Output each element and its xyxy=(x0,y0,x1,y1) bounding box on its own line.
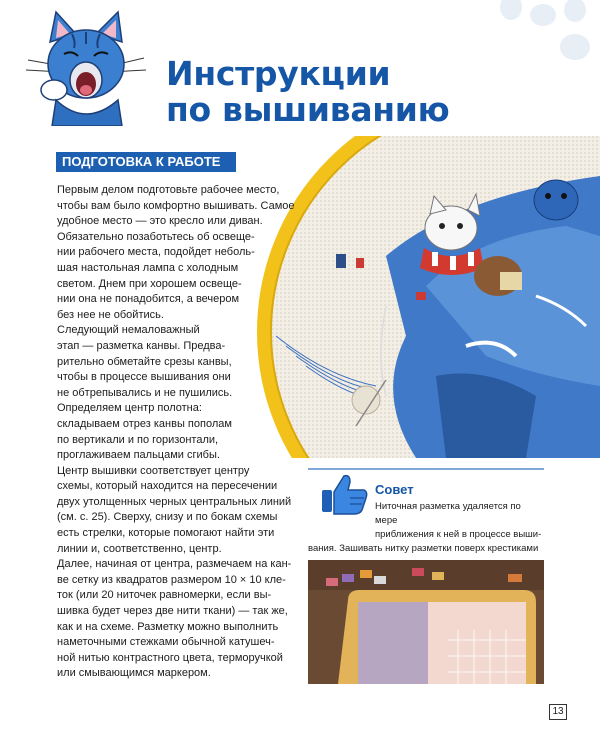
section-heading: ПОДГОТОВКА К РАБОТЕ xyxy=(56,152,292,172)
text-line: ной нитью контрастного цвета, терморучкой xyxy=(57,651,283,664)
page-title-line2: по вышиванию xyxy=(166,90,450,129)
text-line: есть стрелки, которые помогают найти эти xyxy=(57,527,275,540)
text-line: Первым делом подготовьте рабочее место, xyxy=(57,184,280,196)
text-line: ве сетку из квадратов размером 10 × 10 кле- xyxy=(57,573,286,586)
text-line: без нее не обойтись. xyxy=(57,308,164,321)
text-line: Центр вышивки соответствует центру xyxy=(57,464,250,477)
text-line: ток (или 20 ниточек равномерки, если вы- xyxy=(57,589,272,602)
text-line: светом. Днем при хорошем освеще- xyxy=(57,277,242,290)
text-line: не обтрепывались и не пушились. xyxy=(57,386,233,399)
canvas-frame-photo xyxy=(308,560,544,684)
instructions-text xyxy=(57,183,303,682)
text-line: удобное место — это кресло или диван. xyxy=(57,215,263,228)
tip-divider xyxy=(308,468,544,470)
tip-box xyxy=(308,468,544,558)
tip-heading: Совет xyxy=(375,482,414,497)
page-title-line1: Инструкции xyxy=(166,54,391,93)
text-line: нии рабочего места, подойдет неболь- xyxy=(57,246,255,259)
text-line: складываем отрез канвы пополам xyxy=(57,417,232,430)
text-line: схемы, который находится на пересечении xyxy=(57,480,278,493)
text-line: чтобы вам было комфортно вышивать. Самое xyxy=(57,199,295,212)
page-title xyxy=(166,56,449,128)
text-line: Определяем центр полотна: xyxy=(57,402,202,415)
text-line: этап — разметка канвы. Предва- xyxy=(57,339,226,352)
text-line: двух утолщенных черных центральных линий xyxy=(57,495,292,508)
text-line: (см. с. 25). Сверху, снизу и по бокам схемы xyxy=(57,511,278,524)
tip-line: вания. Зашивать нитку разметки поверх крестиками xyxy=(308,543,539,554)
text-line: или смывающимся маркером. xyxy=(57,667,211,680)
text-line: шая настольная лампа с холодным xyxy=(57,261,239,274)
yawning-cat-mascot xyxy=(26,8,146,126)
text-line: по вертикали и по горизонтали, xyxy=(57,433,219,446)
text-line: как и на схеме. Разметку можно выполнить xyxy=(57,620,279,633)
tip-line: Ниточная разметка удаляется по мере xyxy=(375,501,521,526)
text-line: проглаживаем пальцами сгибы. xyxy=(57,449,220,462)
page-number: 13 xyxy=(549,704,567,720)
text-line: рительно обметайте срезы канвы, xyxy=(57,355,232,368)
text-line: шивка будет через две нити ткани) — так же, xyxy=(57,605,288,618)
text-line: наметочными стежками обычной катушеч- xyxy=(57,636,275,649)
tip-line: приближения к ней в процессе выши- xyxy=(375,529,542,540)
paw-prints-decoration xyxy=(460,0,600,70)
text-line: чтобы в процессе вышивания они xyxy=(57,371,231,384)
text-line: Далее, начиная от центра, размечаем на кан- xyxy=(57,558,292,571)
text-line: Следующий немаловажный xyxy=(57,324,200,337)
text-line: Обязательно позаботьтесь об освеще- xyxy=(57,230,255,243)
text-line: линии и, соответственно, центр. xyxy=(57,542,222,555)
text-line: нии она не понадобится, а вечером xyxy=(57,293,240,306)
